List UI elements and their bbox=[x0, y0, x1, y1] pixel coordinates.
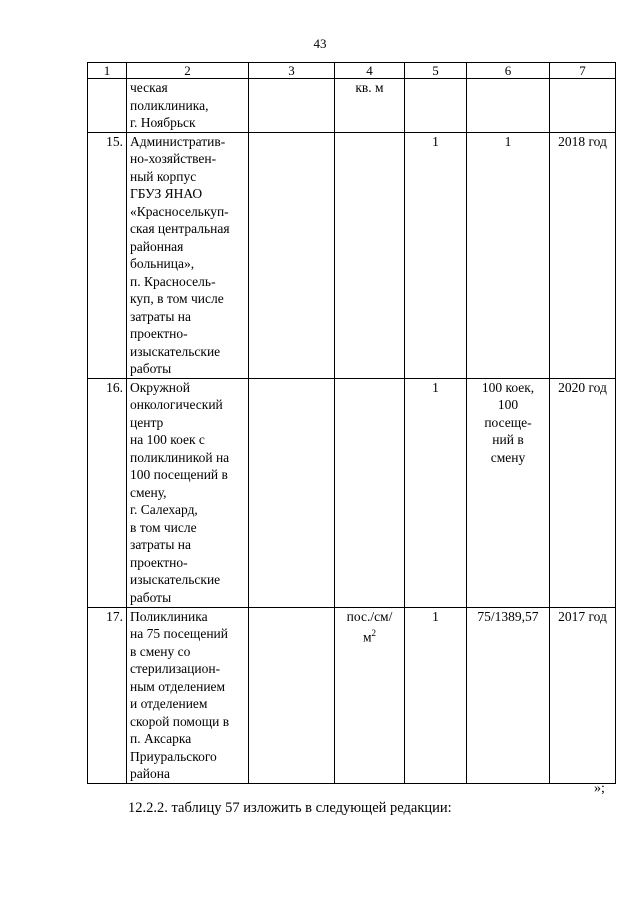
unit-text: кв. м bbox=[355, 80, 384, 95]
unit-cell bbox=[335, 79, 405, 133]
capacity-cell bbox=[467, 79, 550, 133]
facility-name: Поликлиника на 75 посещений в смену со стерилизацион- ным отделением и отделением скорой помощи в п. Аксарка Приуральского района bbox=[127, 607, 249, 783]
header-cell: 5 bbox=[405, 63, 467, 79]
col5-cell: 1 bbox=[405, 132, 467, 378]
year-cell: 2018 год bbox=[550, 132, 616, 378]
facility-name: Окружной онкологический центр на 100 коек с поликлиникой на 100 посещений в смену, г. Салехард, в том числе затраты на проектно- изыскательские работы bbox=[127, 378, 249, 607]
unit-cell bbox=[335, 378, 405, 607]
unit-cell bbox=[335, 132, 405, 378]
table-row bbox=[88, 132, 616, 378]
col5-cell: 1 bbox=[405, 378, 467, 607]
year-cell: 2020 год bbox=[550, 378, 616, 607]
col3-cell bbox=[249, 607, 335, 783]
data-table bbox=[87, 62, 616, 784]
header-cell: 3 bbox=[249, 63, 335, 79]
unit-text: пос./см/ м bbox=[346, 608, 393, 645]
col3-cell bbox=[249, 132, 335, 378]
facility-name: ческая поликлиника, г. Ноябрьск bbox=[127, 79, 249, 133]
capacity-cell: 75/1389,57 bbox=[467, 607, 550, 783]
table-row bbox=[88, 607, 616, 783]
col3-cell bbox=[249, 378, 335, 607]
page-number: 43 bbox=[313, 36, 327, 51]
year-cell bbox=[550, 79, 616, 133]
unit-superscript: 2 bbox=[371, 628, 377, 638]
row-number bbox=[88, 79, 127, 133]
col5-cell: 1 bbox=[405, 607, 467, 783]
header-cell: 1 bbox=[88, 63, 127, 79]
header-cell: 4 bbox=[335, 63, 405, 79]
instruction-text: 12.2.2. таблицу 57 изложить в следующей редакции: bbox=[128, 800, 452, 816]
header-cell: 6 bbox=[467, 63, 550, 79]
capacity-cell: 1 bbox=[467, 132, 550, 378]
col5-cell bbox=[405, 79, 467, 133]
closing-quote-mark: »; bbox=[594, 781, 605, 796]
facility-name: Административ- но-хозяйствен- ный корпус ГБУЗ ЯНАО «Красноселькуп- ская центральная районная больница», п. Красносель- куп, в том числе затраты на проектно- изыскательские работы bbox=[127, 132, 249, 378]
header-cell: 2 bbox=[127, 63, 249, 79]
capacity-cell: 100 коек, 100 посеще- ний в смену bbox=[467, 378, 550, 607]
table-row bbox=[88, 378, 616, 607]
year-cell: 2017 год bbox=[550, 607, 616, 783]
unit-cell bbox=[335, 607, 405, 783]
row-number: 16. bbox=[88, 378, 127, 607]
row-number: 17. bbox=[88, 607, 127, 783]
col3-cell bbox=[249, 79, 335, 133]
header-cell: 7 bbox=[550, 63, 616, 79]
table-row bbox=[88, 79, 616, 133]
row-number: 15. bbox=[88, 132, 127, 378]
header-row bbox=[88, 63, 616, 79]
